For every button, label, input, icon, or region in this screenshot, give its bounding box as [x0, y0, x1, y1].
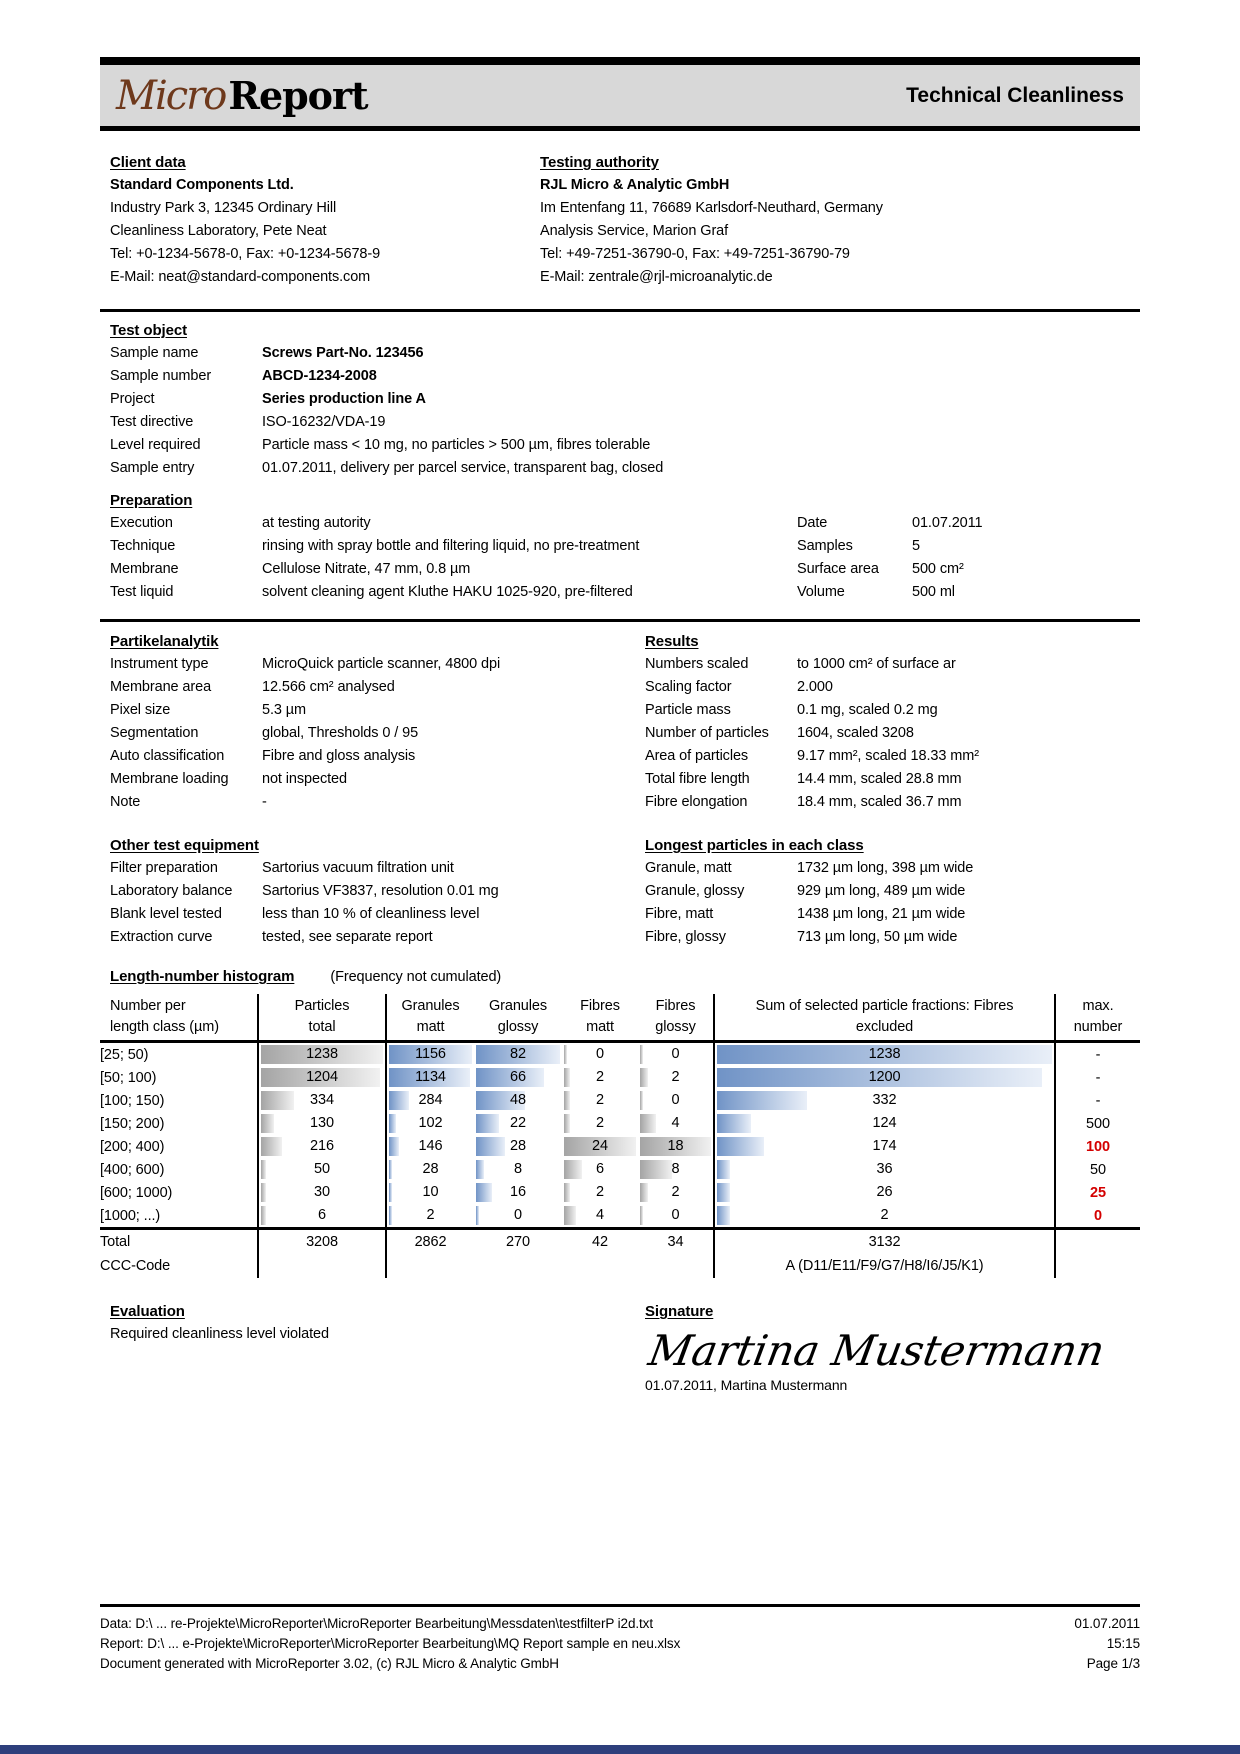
- field-value: Sartorius VF3837, resolution 0.01 mg: [262, 883, 499, 899]
- histogram-cell: 102: [386, 1112, 474, 1135]
- max-number-cell: 50: [1090, 1161, 1106, 1178]
- longest-particles-rows: [645, 857, 1140, 949]
- histogram-row: [100, 1204, 1140, 1229]
- histogram-cell: 130: [258, 1112, 386, 1135]
- histogram-cell: 0: [638, 1204, 714, 1229]
- histogram-cell: 2: [714, 1204, 1055, 1229]
- histogram-cell: 124: [714, 1112, 1055, 1135]
- max-number-cell: 500: [1086, 1115, 1110, 1132]
- field-label: Technique: [110, 538, 176, 554]
- histogram-cell: 30: [258, 1181, 386, 1204]
- col-particles-total: Particles total: [258, 994, 386, 1042]
- field-value: 01.07.2011: [912, 515, 983, 531]
- field-value: 5.3 µm: [262, 702, 307, 718]
- ccc-code-value: A (D11/E11/F9/G7/H8/I6/J5/K1): [714, 1254, 1055, 1278]
- field-row: [110, 676, 645, 699]
- field-label: Extraction curve: [110, 929, 213, 945]
- field-value: 500 cm²: [912, 561, 964, 577]
- histogram-cell: 50: [258, 1158, 386, 1181]
- histogram-cell: 66: [474, 1066, 562, 1089]
- histogram-cell: 0: [638, 1042, 714, 1067]
- field-label: Laboratory balance: [110, 883, 233, 899]
- field-value: 1438 µm long, 21 µm wide: [797, 906, 966, 922]
- histogram-cell: 28: [474, 1135, 562, 1158]
- length-class-cell: [150; 200): [100, 1112, 258, 1135]
- col-length-class: Number per length class (µm): [100, 994, 258, 1042]
- equipment-block: [100, 834, 645, 949]
- document-title: Technical Cleanliness: [906, 83, 1124, 107]
- authority-company: RJL Micro & Analytic GmbH: [540, 177, 730, 193]
- histogram-cell: 146: [386, 1135, 474, 1158]
- field-label: Fibre, matt: [645, 906, 714, 922]
- histogram-cell: 2: [386, 1204, 474, 1229]
- field-row: [110, 903, 645, 926]
- signature-heading: Signature: [645, 1303, 714, 1320]
- histogram-cell: 16: [474, 1181, 562, 1204]
- logo-report-text: Report: [228, 72, 368, 118]
- histogram-cell: 24: [562, 1135, 638, 1158]
- field-value: not inspected: [262, 771, 347, 787]
- client-contact: Cleanliness Laboratory, Pete Neat: [110, 223, 327, 239]
- histogram-cell: 2: [562, 1112, 638, 1135]
- histogram-cell: 174: [714, 1135, 1055, 1158]
- field-value: at testing autority: [262, 515, 371, 531]
- handwritten-signature: Martina Mustermann: [645, 1326, 1109, 1375]
- field-row: [110, 535, 1140, 558]
- preparation-heading: Preparation: [110, 492, 193, 509]
- histogram-heading: Length-number histogram: [110, 968, 295, 985]
- field-value: tested, see separate report: [262, 929, 433, 945]
- length-class-cell: [400; 600): [100, 1158, 258, 1181]
- field-label: Area of particles: [645, 748, 749, 764]
- histogram-cell: 28: [386, 1158, 474, 1181]
- field-row: [645, 768, 1140, 791]
- footer-line: [100, 1634, 1140, 1654]
- field-value: solvent cleaning agent Kluthe HAKU 1025-920, pre-filtered: [262, 584, 633, 600]
- length-class-cell: [1000; ...): [100, 1204, 258, 1229]
- bottom-edge-strip: [0, 1745, 1240, 1754]
- histogram-cell: 2: [638, 1181, 714, 1204]
- equipment-heading: Other test equipment: [110, 837, 259, 854]
- col-fibres-glossy: Fibres glossy: [638, 994, 714, 1042]
- field-row: [645, 722, 1140, 745]
- histogram-header-row: [100, 994, 1140, 1042]
- histogram-total-row: [100, 1229, 1140, 1255]
- results-rows: [645, 653, 1140, 814]
- field-value: 9.17 mm², scaled 18.33 mm²: [797, 748, 979, 764]
- total-label: Total: [100, 1229, 258, 1255]
- microreport-logo: [116, 73, 368, 119]
- field-value: 14.4 mm, scaled 28.8 mm: [797, 771, 962, 787]
- col-sum-fractions: Sum of selected particle fractions: Fibres excluded: [714, 994, 1055, 1042]
- longest-particles-block: [645, 834, 1140, 949]
- field-row: [645, 745, 1140, 768]
- field-row: [645, 653, 1140, 676]
- max-number-cell: 25: [1090, 1184, 1106, 1201]
- field-value: to 1000 cm² of surface ar: [797, 656, 956, 672]
- field-label: Segmentation: [110, 725, 199, 741]
- histogram-cell: 2: [562, 1089, 638, 1112]
- field-value: 929 µm long, 489 µm wide: [797, 883, 966, 899]
- length-class-cell: [600; 1000): [100, 1181, 258, 1204]
- histogram-cell: 216: [258, 1135, 386, 1158]
- max-number-cell: -: [1095, 1069, 1101, 1086]
- length-class-cell: [100; 150): [100, 1089, 258, 1112]
- field-value: 500 ml: [912, 584, 955, 600]
- signature-date-line: 01.07.2011, Martina Mustermann: [645, 1377, 848, 1394]
- ccc-code-label: CCC-Code: [100, 1254, 258, 1278]
- total-granules-matt: 2862: [386, 1229, 474, 1255]
- field-value: 12.566 cm² analysed: [262, 679, 395, 695]
- histogram-cell: 1200: [714, 1066, 1055, 1089]
- histogram-cell: 4: [638, 1112, 714, 1135]
- length-class-cell: [25; 50): [100, 1042, 258, 1067]
- results-heading: Results: [645, 633, 699, 650]
- client-phone: Tel: +0-1234-5678-0, Fax: +0-1234-5678-9: [110, 246, 381, 262]
- field-value: MicroQuick particle scanner, 4800 dpi: [262, 656, 501, 672]
- field-row: [110, 411, 1140, 434]
- logo-micro-text: Micro: [116, 72, 226, 119]
- length-class-cell: [50; 100): [100, 1066, 258, 1089]
- equipment-longest-section: [100, 834, 1140, 949]
- field-label: Project: [110, 391, 155, 407]
- histogram-cell: 2: [562, 1066, 638, 1089]
- field-label: Note: [110, 794, 141, 810]
- col-granules-glossy: Granules glossy: [474, 994, 562, 1042]
- particle-analysis-rows: [110, 653, 645, 814]
- field-label: Membrane: [110, 561, 179, 577]
- histogram-cell: 6: [258, 1204, 386, 1229]
- field-row: [110, 365, 1140, 388]
- authority-address: Im Entenfang 11, 76689 Karlsdorf-Neuthard, Germany: [540, 200, 883, 216]
- longest-particles-heading: Longest particles in each class: [645, 837, 864, 854]
- histogram-cell: 0: [474, 1204, 562, 1229]
- field-value: 1732 µm long, 398 µm wide: [797, 860, 974, 876]
- field-value: Particle mass < 10 mg, no particles > 500 µm, fibres tolerable: [262, 437, 651, 453]
- field-value: 1604, scaled 3208: [797, 725, 914, 741]
- histogram-row: [100, 1158, 1140, 1181]
- histogram-cell: 82: [474, 1042, 562, 1067]
- field-value: Fibre and gloss analysis: [262, 748, 416, 764]
- field-row: [110, 791, 645, 814]
- max-number-cell: 0: [1094, 1207, 1102, 1224]
- histogram-cell: 1156: [386, 1042, 474, 1067]
- field-row: [110, 926, 645, 949]
- test-object-heading: Test object: [110, 322, 187, 339]
- footer-generator: Document generated with MicroReporter 3.02, (c) RJL Micro & Analytic GmbH: [100, 1656, 559, 1671]
- histogram-cell: 48: [474, 1089, 562, 1112]
- field-label: Sample entry: [110, 460, 195, 476]
- client-company: Standard Components Ltd.: [110, 177, 294, 193]
- histogram-cell: 334: [258, 1089, 386, 1112]
- field-label: Sample number: [110, 368, 212, 384]
- header-band: [100, 65, 1140, 126]
- histogram-cell: 18: [638, 1135, 714, 1158]
- field-label: Fibre, glossy: [645, 929, 726, 945]
- field-row: [645, 791, 1140, 814]
- field-row: [110, 581, 1140, 604]
- field-value: rinsing with spray bottle and filtering liquid, no pre-treatment: [262, 538, 640, 554]
- histogram-table: [100, 994, 1140, 1278]
- evaluation-heading: Evaluation: [110, 1303, 185, 1320]
- field-value: 2.000: [797, 679, 833, 695]
- field-row: [110, 342, 1140, 365]
- histogram-cell: 284: [386, 1089, 474, 1112]
- field-row: [110, 880, 645, 903]
- histogram-cell: 1134: [386, 1066, 474, 1089]
- histogram-row: [100, 1135, 1140, 1158]
- field-label: Blank level tested: [110, 906, 222, 922]
- histogram-cell: 22: [474, 1112, 562, 1135]
- histogram-cell: 2: [562, 1181, 638, 1204]
- field-value: Cellulose Nitrate, 47 mm, 0.8 µm: [262, 561, 471, 577]
- report-page: [100, 0, 1140, 1395]
- ccc-code-row: [100, 1254, 1140, 1278]
- field-value: Screws Part-No. 123456: [262, 345, 424, 361]
- client-email: E-Mail: neat@standard-components.com: [110, 269, 371, 285]
- max-number-cell: 100: [1086, 1138, 1110, 1155]
- signature-block: [645, 1300, 1140, 1395]
- footer-time: 15:15: [1106, 1636, 1140, 1651]
- test-object-section: [100, 319, 1140, 480]
- field-label: Execution: [110, 515, 173, 531]
- footer-line: [100, 1654, 1140, 1674]
- histogram-row: [100, 1181, 1140, 1204]
- field-label: Total fibre length: [645, 771, 750, 787]
- evaluation-block: [100, 1300, 645, 1395]
- field-row: [110, 857, 645, 880]
- field-row: [110, 457, 1140, 480]
- field-label: Volume: [797, 584, 845, 600]
- client-data-block: [110, 151, 540, 289]
- authority-email: E-Mail: zentrale@rjl-microanalytic.de: [540, 269, 773, 285]
- field-label: Pixel size: [110, 702, 171, 718]
- total-fibres-glossy: 34: [638, 1229, 714, 1255]
- footer-data-path: Data: D:\ ... re-Projekte\MicroReporter\MicroReporter Bearbeitung\Messdaten\testfilterP i2d.txt: [100, 1616, 653, 1631]
- max-number-cell: -: [1095, 1046, 1101, 1063]
- field-row: [110, 745, 645, 768]
- total-sum: 3132: [714, 1229, 1055, 1255]
- field-label: Sample name: [110, 345, 199, 361]
- field-row: [645, 699, 1140, 722]
- histogram-cell: 1204: [258, 1066, 386, 1089]
- field-row: [645, 857, 1140, 880]
- histogram-cell: 332: [714, 1089, 1055, 1112]
- field-value: Series production line A: [262, 391, 426, 407]
- field-label: Level required: [110, 437, 201, 453]
- field-label: Instrument type: [110, 656, 209, 672]
- histogram-row: [100, 1042, 1140, 1067]
- header-top-rule: [100, 57, 1140, 65]
- section-rule: [100, 309, 1140, 312]
- footer-date: 01.07.2011: [1074, 1616, 1140, 1631]
- total-fibres-matt: 42: [562, 1229, 638, 1255]
- field-label: Auto classification: [110, 748, 225, 764]
- field-value: global, Thresholds 0 / 95: [262, 725, 419, 741]
- histogram-cell: 26: [714, 1181, 1055, 1204]
- histogram-row: [100, 1089, 1140, 1112]
- field-label: Filter preparation: [110, 860, 218, 876]
- field-row: [110, 388, 1140, 411]
- equipment-rows: [110, 857, 645, 949]
- field-value: less than 10 % of cleanliness level: [262, 906, 480, 922]
- testing-authority-block: [540, 151, 1140, 289]
- field-label: Granule, matt: [645, 860, 732, 876]
- authority-contact: Analysis Service, Marion Graf: [540, 223, 729, 239]
- histogram-row: [100, 1112, 1140, 1135]
- authority-phone: Tel: +49-7251-36790-0, Fax: +49-7251-36790-79: [540, 246, 850, 262]
- histogram-title-row: [100, 965, 1140, 988]
- histogram-cell: 8: [638, 1158, 714, 1181]
- field-label: Fibre elongation: [645, 794, 748, 810]
- preparation-section: [100, 489, 1140, 604]
- histogram-cell: 0: [638, 1089, 714, 1112]
- footer-rule: [100, 1604, 1140, 1607]
- field-row: [645, 926, 1140, 949]
- particle-analysis-heading: Partikelanalytik: [110, 633, 219, 650]
- footer-line: [100, 1614, 1140, 1634]
- histogram-cell: 0: [562, 1042, 638, 1067]
- field-row: [110, 722, 645, 745]
- field-value: 01.07.2011, delivery per parcel service, transparent bag, closed: [262, 460, 664, 476]
- field-label: Samples: [797, 538, 853, 554]
- field-value: 0.1 mg, scaled 0.2 mg: [797, 702, 938, 718]
- col-granules-matt: Granules matt: [386, 994, 474, 1042]
- histogram-cell: 6: [562, 1158, 638, 1181]
- field-row: [110, 768, 645, 791]
- preparation-rows: [110, 512, 1140, 604]
- field-label: Test directive: [110, 414, 194, 430]
- max-number-cell: -: [1095, 1092, 1101, 1109]
- field-label: Surface area: [797, 561, 879, 577]
- testing-authority-heading: Testing authority: [540, 154, 659, 171]
- total-particles: 3208: [258, 1229, 386, 1255]
- total-granules-glossy: 270: [474, 1229, 562, 1255]
- histogram-cell: 36: [714, 1158, 1055, 1181]
- field-label: Number of particles: [645, 725, 769, 741]
- footer-report-path: Report: D:\ ... e-Projekte\MicroReporter\MicroReporter Bearbeitung\MQ Report sample en neu.xlsx: [100, 1636, 681, 1651]
- histogram-cell: 2: [638, 1066, 714, 1089]
- field-label: Granule, glossy: [645, 883, 745, 899]
- page-footer: [100, 1604, 1140, 1674]
- analysis-results-section: [100, 630, 1140, 814]
- field-value: 18.4 mm, scaled 36.7 mm: [797, 794, 962, 810]
- length-class-cell: [200; 400): [100, 1135, 258, 1158]
- field-row: [645, 880, 1140, 903]
- field-row: [645, 903, 1140, 926]
- field-row: [110, 434, 1140, 457]
- header-bottom-rule: [100, 126, 1140, 131]
- field-row: [110, 653, 645, 676]
- histogram-row: [100, 1066, 1140, 1089]
- field-row: [110, 699, 645, 722]
- histogram-subtitle: (Frequency not cumulated): [330, 969, 502, 985]
- client-data-heading: Client data: [110, 154, 186, 171]
- evaluation-signature-section: [100, 1300, 1140, 1395]
- field-label: Date: [797, 515, 828, 531]
- field-value: ABCD-1234-2008: [262, 368, 377, 384]
- field-value: Sartorius vacuum filtration unit: [262, 860, 454, 876]
- section-rule: [100, 619, 1140, 622]
- histogram-cell: 4: [562, 1204, 638, 1229]
- evaluation-text: Required cleanliness level violated: [110, 1326, 329, 1342]
- field-value: 713 µm long, 50 µm wide: [797, 929, 958, 945]
- field-label: Scaling factor: [645, 679, 732, 695]
- histogram-cell: 1238: [258, 1042, 386, 1067]
- field-label: Test liquid: [110, 584, 174, 600]
- histogram-cell: 1238: [714, 1042, 1055, 1067]
- col-fibres-matt: Fibres matt: [562, 994, 638, 1042]
- field-row: [110, 558, 1140, 581]
- field-label: Membrane loading: [110, 771, 229, 787]
- field-label: Membrane area: [110, 679, 212, 695]
- address-section: [100, 151, 1140, 289]
- particle-analysis-block: [100, 630, 645, 814]
- col-max-number: max. number: [1055, 994, 1140, 1042]
- client-address: Industry Park 3, 12345 Ordinary Hill: [110, 200, 337, 216]
- test-object-rows: [110, 342, 1140, 480]
- field-row: [645, 676, 1140, 699]
- histogram-cell: 8: [474, 1158, 562, 1181]
- field-value: ISO-16232/VDA-19: [262, 414, 386, 430]
- field-row: [110, 512, 1140, 535]
- field-value: 5: [912, 538, 920, 554]
- results-block: [645, 630, 1140, 814]
- footer-page-number: Page 1/3: [1086, 1656, 1140, 1671]
- field-label: Particle mass: [645, 702, 731, 718]
- histogram-cell: 10: [386, 1181, 474, 1204]
- field-value: -: [262, 794, 267, 810]
- field-label: Numbers scaled: [645, 656, 749, 672]
